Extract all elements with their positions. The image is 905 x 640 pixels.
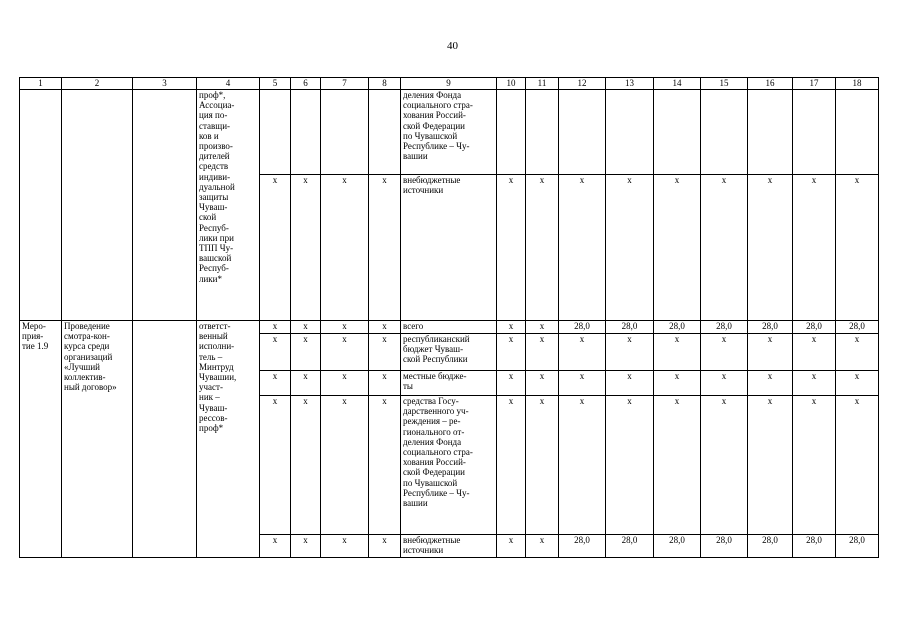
year-value-text: х bbox=[767, 175, 773, 185]
cell-c11 bbox=[526, 535, 559, 558]
year-value bbox=[793, 371, 836, 396]
funding-source-text: местные бюдже- ты bbox=[403, 371, 467, 392]
cell-c6-text: х bbox=[303, 535, 308, 545]
cell-c6-text: х bbox=[303, 321, 308, 331]
year-value bbox=[559, 535, 606, 558]
year-value bbox=[748, 334, 793, 371]
cell-c7 bbox=[321, 334, 369, 371]
year-value bbox=[559, 90, 606, 175]
cell-c5 bbox=[260, 396, 291, 535]
cell-c10 bbox=[497, 535, 526, 558]
year-value-text: х bbox=[721, 371, 727, 381]
cell-c10 bbox=[497, 321, 526, 334]
year-value bbox=[606, 175, 654, 321]
cell-c10-text: х bbox=[508, 175, 514, 185]
year-value bbox=[606, 371, 654, 396]
column-number-17: 17 bbox=[793, 78, 836, 90]
cell-c8 bbox=[369, 535, 401, 558]
cell-c7-text: х bbox=[342, 334, 347, 344]
column-number-5: 5 bbox=[260, 78, 291, 90]
year-value bbox=[559, 334, 606, 371]
cell-c6 bbox=[291, 535, 321, 558]
year-value bbox=[793, 334, 836, 371]
cell-c10 bbox=[497, 90, 526, 175]
year-value-text: х bbox=[854, 396, 860, 406]
cell-c7-text: х bbox=[342, 535, 347, 545]
year-value bbox=[606, 396, 654, 535]
cell-c5-text: х bbox=[272, 396, 278, 406]
year-value-text: 28,0 bbox=[849, 535, 865, 545]
year-value bbox=[606, 321, 654, 334]
year-value-text: х bbox=[721, 396, 727, 406]
year-value-text: х bbox=[627, 334, 632, 344]
cell-c5-text: х bbox=[272, 371, 278, 381]
cell-c8 bbox=[369, 321, 401, 334]
year-value bbox=[748, 90, 793, 175]
year-value-text: х bbox=[674, 371, 680, 381]
column-number-6: 6 bbox=[291, 78, 321, 90]
year-value-text: 28,0 bbox=[669, 321, 685, 331]
year-value-text: х bbox=[767, 334, 773, 344]
table-row bbox=[20, 90, 879, 175]
year-value bbox=[701, 321, 748, 334]
year-value bbox=[654, 334, 701, 371]
cell-c6 bbox=[291, 321, 321, 334]
cell-c10-text: х bbox=[508, 535, 514, 545]
year-value-text: 28,0 bbox=[762, 535, 778, 545]
year-value bbox=[836, 396, 879, 535]
year-value-text: х bbox=[811, 334, 817, 344]
cell-c7-text: х bbox=[342, 175, 347, 185]
year-value-text: 28,0 bbox=[621, 321, 638, 331]
column-number-8: 8 bbox=[369, 78, 401, 90]
cell-c6 bbox=[291, 175, 321, 321]
year-value bbox=[559, 175, 606, 321]
cell-c7-text: х bbox=[342, 321, 347, 331]
cell-c7 bbox=[321, 371, 369, 396]
year-value-text: х bbox=[811, 371, 817, 381]
year-value-text: 28,0 bbox=[574, 321, 590, 331]
cell-c5 bbox=[260, 334, 291, 371]
cell-c10 bbox=[497, 371, 526, 396]
year-value-text: 28,0 bbox=[669, 535, 685, 545]
cell-c8 bbox=[369, 175, 401, 321]
year-value bbox=[701, 396, 748, 535]
year-value-text: 28,0 bbox=[621, 535, 638, 545]
year-value bbox=[836, 90, 879, 175]
year-value bbox=[654, 535, 701, 558]
year-value-text: х bbox=[767, 396, 773, 406]
year-value bbox=[836, 321, 879, 334]
funding-source bbox=[401, 371, 497, 396]
cell-c11 bbox=[526, 175, 559, 321]
cell-c8-text: х bbox=[382, 396, 387, 406]
executor-cell-text: ответст- венный исполни- тель – Минтруд Чувашии, участ- ник – Чуваш- рессов- проф* bbox=[199, 321, 237, 434]
year-value bbox=[654, 321, 701, 334]
cell-c6-text: х bbox=[303, 334, 308, 344]
year-value-text: х bbox=[854, 371, 860, 381]
column-number-13: 13 bbox=[606, 78, 654, 90]
cell-c11-text: х bbox=[539, 535, 545, 545]
column-number-9: 9 bbox=[401, 78, 497, 90]
cell-c5-text: х bbox=[272, 334, 278, 344]
funding-source-text: республиканский бюджет Чуваш- ской Республики bbox=[403, 334, 470, 365]
year-value-text: 28,0 bbox=[806, 321, 822, 331]
year-value bbox=[748, 535, 793, 558]
year-value-text: х bbox=[721, 175, 727, 185]
year-value bbox=[606, 535, 654, 558]
year-value bbox=[654, 90, 701, 175]
cell-c7-text: х bbox=[342, 371, 347, 381]
column-number-4: 4 bbox=[197, 78, 260, 90]
year-value bbox=[654, 175, 701, 321]
event-code-cell-text: Меро- прия- тие 1.9 bbox=[22, 321, 49, 352]
cell-c5-text: х bbox=[272, 535, 278, 545]
cell-c6-text: х bbox=[303, 175, 308, 185]
year-value bbox=[701, 175, 748, 321]
cell-c11-text: х bbox=[539, 175, 545, 185]
year-value bbox=[606, 334, 654, 371]
funding-source-text: деления Фонда социального стра- хования Россий- ской Федерации по Чувашской Республике – Чу- вашии bbox=[403, 90, 473, 162]
year-value-text: х bbox=[627, 396, 632, 406]
event-code-cell bbox=[20, 90, 62, 321]
year-value-text: х bbox=[579, 396, 585, 406]
column-number-11: 11 bbox=[526, 78, 559, 90]
funding-source-text: всего bbox=[403, 321, 424, 331]
cell-c7 bbox=[321, 175, 369, 321]
page-number: 40 bbox=[447, 40, 458, 52]
funding-source-text: внебюджетные источники bbox=[403, 175, 461, 196]
year-value bbox=[701, 334, 748, 371]
year-value-text: х bbox=[674, 396, 680, 406]
cell-c11-text: х bbox=[539, 321, 545, 331]
year-value bbox=[748, 396, 793, 535]
column-number-2: 2 bbox=[62, 78, 133, 90]
year-value-text: 28,0 bbox=[762, 321, 778, 331]
cell-c5-text: х bbox=[272, 321, 278, 331]
year-value-text: 28,0 bbox=[849, 321, 865, 331]
cell-c10 bbox=[497, 334, 526, 371]
funding-source bbox=[401, 396, 497, 535]
column-number-15: 15 bbox=[701, 78, 748, 90]
funding-source bbox=[401, 334, 497, 371]
cell-c8-text: х bbox=[382, 334, 387, 344]
cell-c11 bbox=[526, 396, 559, 535]
cell-c8 bbox=[369, 90, 401, 175]
cell-c8 bbox=[369, 334, 401, 371]
year-value-text: 28,0 bbox=[716, 321, 732, 331]
year-value bbox=[748, 371, 793, 396]
year-value bbox=[793, 90, 836, 175]
year-value-text: х bbox=[811, 396, 817, 406]
year-value-text: 28,0 bbox=[806, 535, 822, 545]
cell-c8-text: х bbox=[382, 321, 387, 331]
cell-c8-text: х bbox=[382, 371, 387, 381]
year-value bbox=[701, 90, 748, 175]
cell-c6 bbox=[291, 396, 321, 535]
year-value bbox=[559, 321, 606, 334]
year-value-text: х bbox=[579, 334, 585, 344]
funding-source bbox=[401, 535, 497, 558]
cell-c5 bbox=[260, 371, 291, 396]
year-value-text: 28,0 bbox=[716, 535, 732, 545]
cell-c8-text: х bbox=[382, 535, 387, 545]
program-table bbox=[19, 77, 879, 558]
cell-c7-text: х bbox=[342, 396, 347, 406]
year-value bbox=[793, 396, 836, 535]
cell-c10-text: х bbox=[508, 321, 514, 331]
year-value bbox=[654, 396, 701, 535]
cell-c10 bbox=[497, 396, 526, 535]
cell-c11-text: х bbox=[539, 396, 545, 406]
table-row bbox=[20, 321, 879, 334]
year-value-text: х bbox=[579, 371, 585, 381]
year-value-text: х bbox=[579, 175, 585, 185]
column-number-7: 7 bbox=[321, 78, 369, 90]
funding-source-text: средства Госу- дарственного уч- реждения – ре- гионального от- деления Фонда социального стра- хования Россий- ской Федерации по Чувашской Республике – Чу- вашии bbox=[403, 396, 473, 509]
cell-c8 bbox=[369, 371, 401, 396]
year-value-text: 28,0 bbox=[574, 535, 590, 545]
year-value bbox=[836, 175, 879, 321]
year-value-text: х bbox=[627, 371, 632, 381]
year-value-text: х bbox=[854, 334, 860, 344]
cell-c5 bbox=[260, 90, 291, 175]
year-value bbox=[701, 535, 748, 558]
year-value bbox=[793, 321, 836, 334]
cell-c5 bbox=[260, 535, 291, 558]
event-name-cell bbox=[62, 90, 133, 321]
year-value bbox=[559, 371, 606, 396]
cell-c6 bbox=[291, 334, 321, 371]
executor-cell-text: проф*, Ассоциа- ция по- ставщи- ков и произво- дителей средств индиви- дуальной защиты Чуваш- ской Респуб- лики при ТПП Чу- вашской Респуб- лики* bbox=[199, 90, 235, 284]
cell-c8 bbox=[369, 396, 401, 535]
year-value-text: х bbox=[721, 334, 727, 344]
cell-c6 bbox=[291, 371, 321, 396]
year-value bbox=[701, 371, 748, 396]
funding-source-text: внебюджетные источники bbox=[403, 535, 461, 556]
year-value bbox=[793, 175, 836, 321]
cell-c6-text: х bbox=[303, 396, 308, 406]
year-value bbox=[836, 334, 879, 371]
cell-c10-text: х bbox=[508, 334, 514, 344]
col3-cell bbox=[133, 321, 197, 558]
year-value-text: х bbox=[674, 175, 680, 185]
year-value bbox=[654, 371, 701, 396]
year-value bbox=[606, 90, 654, 175]
cell-c11 bbox=[526, 334, 559, 371]
event-code-cell bbox=[20, 321, 62, 558]
cell-c5 bbox=[260, 175, 291, 321]
column-number-3: 3 bbox=[133, 78, 197, 90]
column-number-16: 16 bbox=[748, 78, 793, 90]
funding-source bbox=[401, 90, 497, 175]
cell-c5-text: х bbox=[272, 175, 278, 185]
column-number-1: 1 bbox=[20, 78, 62, 90]
funding-source bbox=[401, 321, 497, 334]
cell-c7 bbox=[321, 535, 369, 558]
cell-c11 bbox=[526, 90, 559, 175]
column-number-18: 18 bbox=[836, 78, 879, 90]
cell-c7 bbox=[321, 90, 369, 175]
cell-c11-text: х bbox=[539, 371, 545, 381]
event-name-cell bbox=[62, 321, 133, 558]
year-value-text: х bbox=[627, 175, 632, 185]
cell-c6 bbox=[291, 90, 321, 175]
cell-c10 bbox=[497, 175, 526, 321]
col3-cell bbox=[133, 90, 197, 321]
year-value bbox=[748, 175, 793, 321]
cell-c11-text: х bbox=[539, 334, 545, 344]
column-number-12: 12 bbox=[559, 78, 606, 90]
cell-c10-text: х bbox=[508, 396, 514, 406]
executor-cell bbox=[197, 321, 260, 558]
funding-source bbox=[401, 175, 497, 321]
executor-cell bbox=[197, 90, 260, 321]
cell-c11 bbox=[526, 371, 559, 396]
year-value bbox=[793, 535, 836, 558]
year-value bbox=[559, 396, 606, 535]
event-name-cell-text: Проведение смотра-кон- курса среди организаций «Лучший коллектив- ный договор» bbox=[64, 321, 117, 393]
year-value bbox=[836, 371, 879, 396]
cell-c7 bbox=[321, 396, 369, 535]
cell-c6-text: х bbox=[303, 371, 308, 381]
cell-c5 bbox=[260, 321, 291, 334]
year-value-text: х bbox=[767, 371, 773, 381]
year-value-text: х bbox=[674, 334, 680, 344]
cell-c7 bbox=[321, 321, 369, 334]
cell-c8-text: х bbox=[382, 175, 387, 185]
column-number-14: 14 bbox=[654, 78, 701, 90]
year-value-text: х bbox=[854, 175, 860, 185]
year-value bbox=[836, 535, 879, 558]
cell-c10-text: х bbox=[508, 371, 514, 381]
year-value bbox=[748, 321, 793, 334]
column-number-10: 10 bbox=[497, 78, 526, 90]
year-value-text: х bbox=[811, 175, 817, 185]
column-number-row bbox=[20, 78, 879, 90]
cell-c11 bbox=[526, 321, 559, 334]
